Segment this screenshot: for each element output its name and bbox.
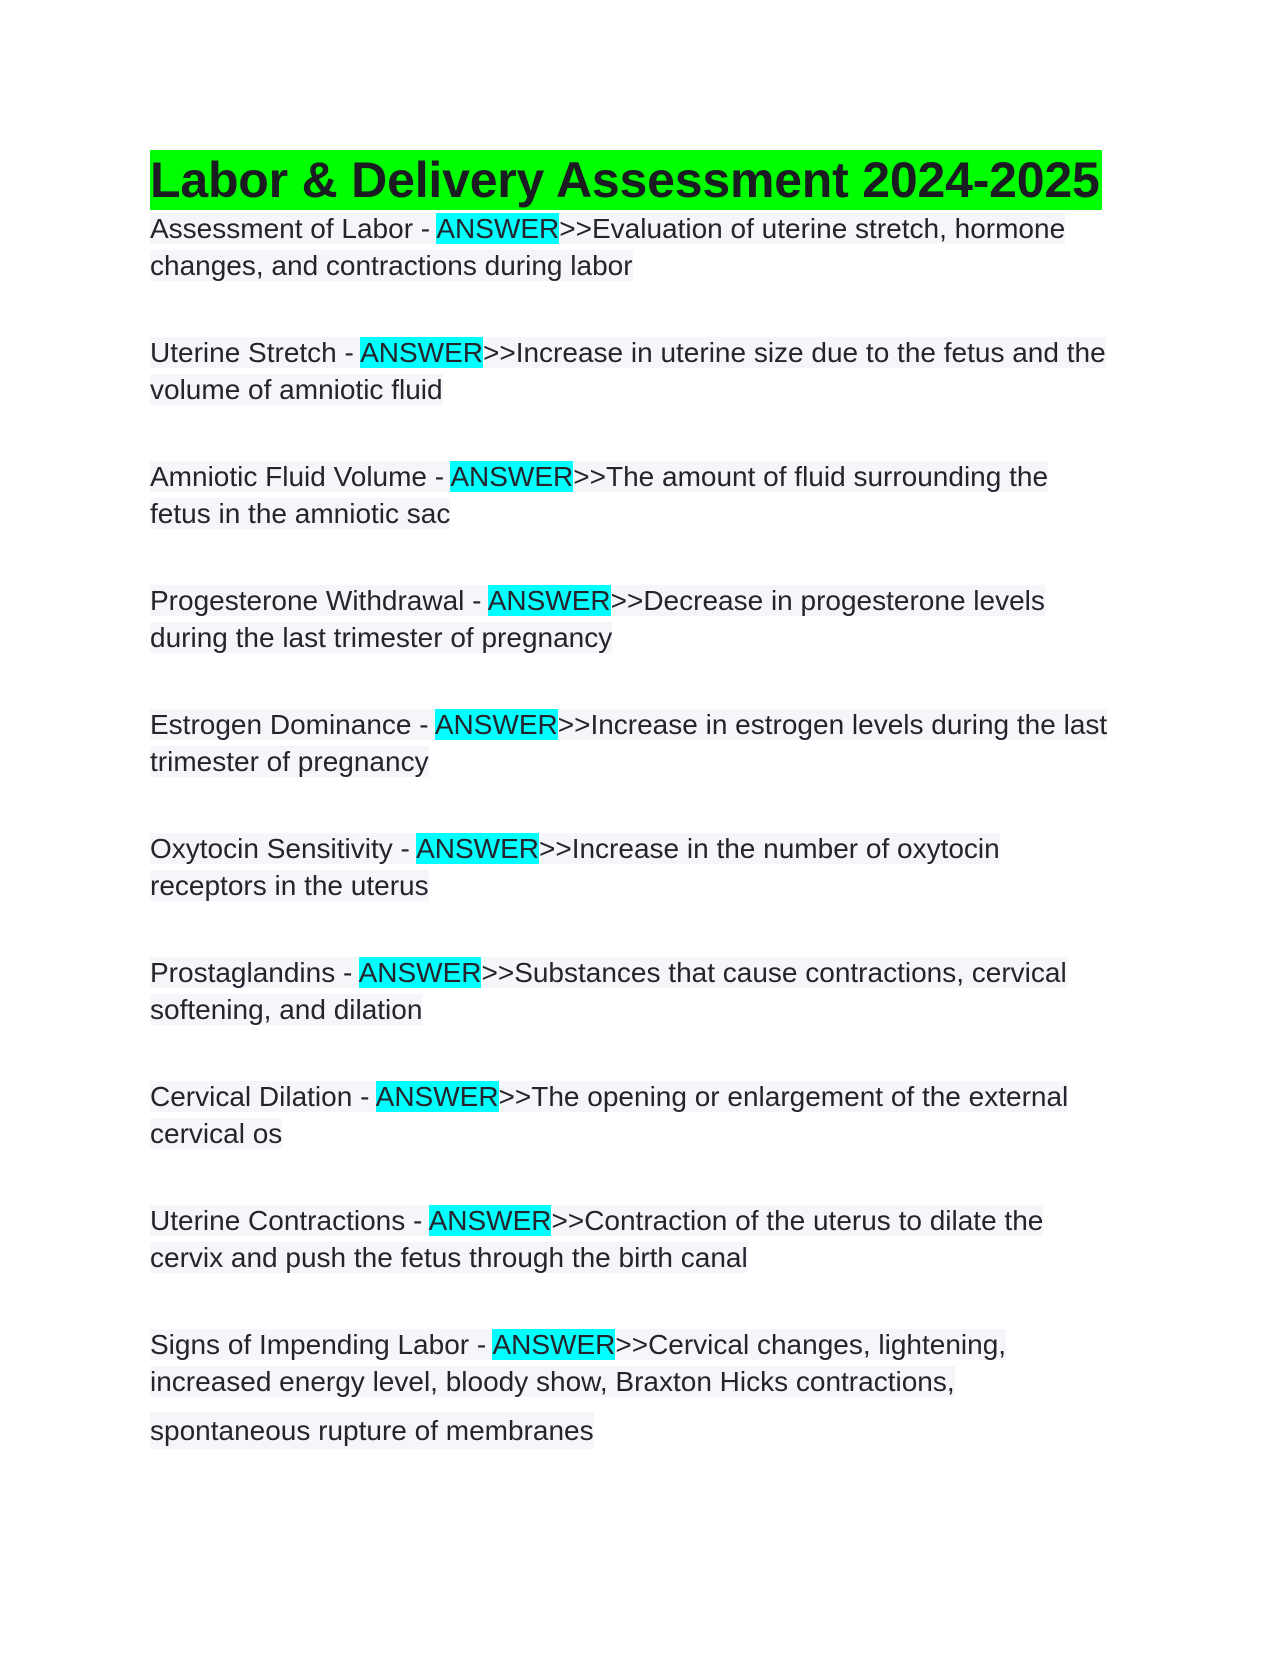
entry-separator: - bbox=[335, 957, 359, 988]
entry-separator: - bbox=[352, 1081, 376, 1112]
answer-label: ANSWER bbox=[492, 1329, 616, 1360]
entry-term: Uterine Stretch bbox=[150, 337, 337, 368]
answer-label: ANSWER bbox=[450, 461, 574, 492]
entry-separator: - bbox=[336, 337, 361, 368]
entry-definition: Evaluation of uterine stretch, hormone changes, and contractions during labor bbox=[150, 213, 1066, 281]
qa-entry bbox=[150, 1078, 1110, 1152]
answer-arrow: >> bbox=[539, 833, 572, 864]
entry-separator: - bbox=[464, 585, 488, 616]
entry-term: Progesterone Withdrawal bbox=[150, 585, 465, 616]
answer-arrow: >> bbox=[615, 1329, 649, 1360]
qa-entry bbox=[150, 582, 1110, 656]
entry-definition: The amount of fluid surrounding the fetus in the amniotic sac bbox=[150, 461, 1049, 529]
entry-term: Prostaglandins bbox=[150, 957, 336, 988]
entry-definition: Increase in the number of oxytocin receptors in the uterus bbox=[150, 833, 1000, 901]
entry-definition: Increase in estrogen levels during the last trimester of pregnancy bbox=[150, 709, 1108, 777]
answer-label: ANSWER bbox=[436, 213, 560, 244]
answer-label: ANSWER bbox=[358, 957, 482, 988]
answer-label: ANSWER bbox=[375, 1081, 499, 1112]
qa-entry bbox=[150, 1326, 1110, 1449]
answer-arrow: >> bbox=[573, 461, 606, 492]
entry-term: Signs of Impending Labor bbox=[150, 1329, 470, 1360]
entry-definition-continued: spontaneous rupture of membranes bbox=[150, 1412, 594, 1449]
qa-entry bbox=[150, 334, 1110, 408]
entry-definition: Cervical changes, lightening, increased energy level, bloody show, Braxton Hicks contractions, bbox=[150, 1329, 1007, 1397]
entry-separator: - bbox=[427, 461, 451, 492]
document-page bbox=[150, 150, 1110, 1449]
entry-term: Uterine Contractions bbox=[150, 1205, 406, 1236]
qa-entry bbox=[150, 1202, 1110, 1276]
entry-separator: - bbox=[469, 1329, 493, 1360]
qa-entry bbox=[150, 954, 1110, 1028]
qa-entry bbox=[150, 458, 1110, 532]
answer-arrow: >> bbox=[483, 337, 516, 368]
entry-definition: Contraction of the uterus to dilate the cervix and push the fetus through the birth canal bbox=[150, 1205, 1044, 1273]
answer-arrow: >> bbox=[498, 1081, 532, 1112]
answer-arrow: >> bbox=[557, 709, 591, 740]
answer-label: ANSWER bbox=[360, 337, 483, 368]
answer-label: ANSWER bbox=[434, 709, 558, 740]
qa-list bbox=[150, 210, 1110, 1449]
qa-entry bbox=[150, 830, 1110, 904]
answer-label: ANSWER bbox=[428, 1205, 552, 1236]
answer-label: ANSWER bbox=[416, 833, 539, 864]
entry-definition: The opening or enlargement of the external cervical os bbox=[150, 1081, 1069, 1149]
answer-arrow: >> bbox=[559, 213, 592, 244]
qa-entry bbox=[150, 706, 1110, 780]
entry-definition: Substances that cause contractions, cervical softening, and dilation bbox=[150, 957, 1067, 1025]
entry-definition: Decrease in progesterone levels during the last trimester of pregnancy bbox=[150, 585, 1045, 653]
answer-arrow: >> bbox=[551, 1205, 585, 1236]
entry-term: Cervical Dilation bbox=[150, 1081, 353, 1112]
entry-term: Amniotic Fluid Volume bbox=[150, 461, 428, 492]
entry-separator: - bbox=[392, 833, 417, 864]
answer-arrow: >> bbox=[481, 957, 515, 988]
entry-separator: - bbox=[411, 709, 435, 740]
answer-arrow: >> bbox=[610, 585, 644, 616]
entry-definition: Increase in uterine size due to the fetus and the volume of amniotic fluid bbox=[150, 337, 1106, 405]
entry-term: Oxytocin Sensitivity bbox=[150, 833, 393, 864]
entry-separator: - bbox=[413, 213, 437, 244]
entry-term: Estrogen Dominance bbox=[150, 709, 412, 740]
document-title: Labor & Delivery Assessment 2024-2025 bbox=[150, 152, 1100, 208]
entry-separator: - bbox=[405, 1205, 429, 1236]
entry-term: Assessment of Labor bbox=[150, 213, 414, 244]
qa-entry bbox=[150, 210, 1110, 284]
answer-label: ANSWER bbox=[487, 585, 611, 616]
